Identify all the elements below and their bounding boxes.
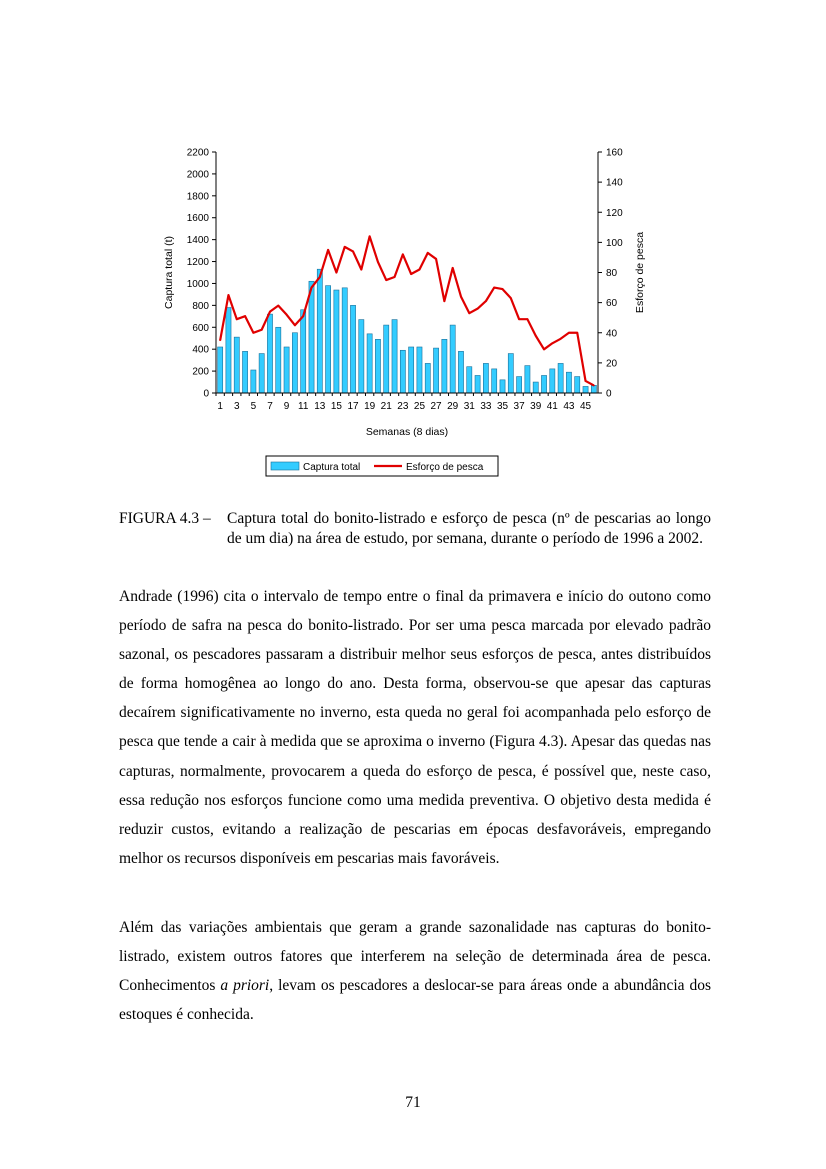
- left-tick-label-1800: 1800: [186, 191, 209, 203]
- esforco-point-3: [236, 318, 238, 320]
- esforco-point-7: [269, 311, 271, 313]
- esforco-point-4: [244, 315, 246, 317]
- figure-caption-text: Captura total do bonito-listrado e esforço de pesca (nº de pescarias ao longo de um dia) na área de estudo, por semana, durante o período de 1996 a 2002.: [227, 510, 711, 547]
- bar-captura-1: [218, 347, 223, 393]
- bar-captura-27: [433, 348, 438, 393]
- esforco-point-17: [352, 251, 354, 253]
- right-tick-label-120: 120: [606, 207, 623, 219]
- right-tick-label-100: 100: [606, 237, 623, 249]
- bar-captura-13: [317, 269, 322, 393]
- x-tick-label-25: 25: [413, 401, 426, 412]
- bar-captura-34: [492, 369, 497, 393]
- right-tick-label-60: 60: [606, 298, 618, 310]
- esforco-point-9: [286, 314, 288, 316]
- esforco-point-21: [385, 279, 387, 281]
- bar-captura-24: [409, 347, 414, 393]
- bar-captura-25: [417, 347, 422, 393]
- bar-captura-2: [226, 308, 231, 393]
- right-tick-label-140: 140: [606, 177, 623, 189]
- right-tick-label-160: 160: [606, 147, 623, 159]
- body-paragraph-1: Andrade (1996) cita o intervalo de tempo entre o final da primavera e início do outono como período de safra na pesca do bonito-listrado. Por ser uma pesca marcada por elevado padrão sazonal, os pescadores passaram a distribuir melhor seus esforços de pesca, antes distribuídos de forma homogênea ao longo do ano. Desta forma, observou-se que apesar das capturas decaírem significativamente no inverno, esta queda no geral foi acompanhada pelo esforço de pesca que tende a cair à medida que se aproxima o inverno (Figura 4.3). Apesar das quedas nas capturas, normalmente, provocarem a queda do esforço de pesca, é possível que, neste caso, essa redução nos esforços funcione como uma medida preventiva. O objetivo desta medida é reduzir custos, evitando a realização de pescarias em épocas desfavoráveis, empregando melhor os recursos disponíveis em pescarias mais favoráveis.: [119, 588, 711, 867]
- right-tick-label-80: 80: [606, 268, 618, 279]
- esforco-point-22: [394, 276, 396, 278]
- esforco-point-28: [443, 300, 445, 302]
- esforco-point-33: [485, 300, 487, 302]
- bar-captura-36: [508, 354, 513, 393]
- paragraph-2-text-after: , levam os pescadores a deslocar-se para áreas onde a abundância dos estoques é conhecida.: [119, 977, 711, 1024]
- bar-captura-41: [550, 369, 555, 393]
- x-tick-label-21: 21: [380, 401, 392, 412]
- y-axis-title: Captura total (t): [163, 236, 175, 309]
- x-tick-label-23: 23: [397, 401, 409, 412]
- bar-captura-11: [301, 310, 306, 393]
- esforco-point-29: [452, 267, 454, 269]
- esforco-point-37: [518, 318, 520, 320]
- x-tick-label-41: 41: [546, 401, 558, 412]
- bar-captura-45: [583, 386, 588, 393]
- bar-captura-29: [450, 325, 455, 393]
- x-tick-label-13: 13: [314, 401, 326, 412]
- esforco-point-20: [377, 261, 379, 263]
- bar-captura-6: [259, 354, 264, 393]
- esforco-point-43: [568, 332, 570, 334]
- bar-captura-17: [350, 305, 355, 393]
- bar-captura-9: [284, 347, 289, 393]
- esforco-point-1: [219, 339, 221, 341]
- x-tick-label-29: 29: [447, 401, 459, 412]
- figure-caption: [119, 509, 711, 549]
- esforco-point-46: [593, 385, 595, 387]
- esforco-point-18: [360, 269, 362, 271]
- esforco-point-10: [294, 324, 296, 326]
- bar-captura-10: [292, 333, 297, 393]
- x-tick-label-31: 31: [463, 401, 475, 412]
- bar-captura-37: [517, 377, 522, 393]
- esforco-point-36: [510, 297, 512, 299]
- left-tick-label-1200: 1200: [186, 257, 209, 269]
- bar-captura-42: [558, 363, 563, 393]
- left-tick-label-1600: 1600: [186, 213, 209, 225]
- bar-captura-14: [326, 286, 331, 393]
- paragraph-2-italic-term: a priori: [220, 977, 270, 995]
- left-tick-label-2000: 2000: [186, 169, 209, 181]
- bar-captura-31: [467, 367, 472, 393]
- bar-captura-7: [267, 314, 272, 393]
- x-tick-label-11: 11: [298, 401, 309, 412]
- bar-captura-12: [309, 281, 314, 393]
- bar-captura-3: [234, 337, 239, 393]
- x-tick-label-33: 33: [480, 401, 492, 412]
- bar-captura-40: [541, 375, 546, 393]
- esforco-point-24: [410, 273, 412, 275]
- bar-captura-28: [442, 339, 447, 393]
- left-tick-label-0: 0: [203, 388, 209, 400]
- bar-captura-32: [475, 375, 480, 393]
- bar-captura-20: [375, 339, 380, 393]
- bar-captura-8: [276, 327, 281, 393]
- esforco-point-26: [427, 252, 429, 254]
- esforco-point-35: [502, 288, 504, 290]
- bar-captura-23: [400, 350, 405, 393]
- esforco-point-23: [402, 254, 404, 256]
- figure-caption-label: FIGURA 4.3 –: [119, 510, 211, 527]
- x-tick-label-43: 43: [563, 401, 575, 412]
- esforco-point-42: [560, 338, 562, 340]
- bar-captura-35: [500, 380, 505, 393]
- esforco-point-30: [460, 296, 462, 298]
- bar-captura-5: [251, 370, 256, 393]
- esforco-point-19: [369, 235, 371, 237]
- left-tick-label-200: 200: [192, 366, 209, 378]
- esforco-point-40: [543, 348, 545, 350]
- esforco-point-31: [468, 312, 470, 314]
- esforco-point-14: [327, 249, 329, 251]
- right-tick-label-20: 20: [606, 358, 618, 370]
- bar-captura-19: [367, 334, 372, 393]
- x-tick-label-37: 37: [513, 401, 525, 412]
- legend-label-captura: Captura total: [303, 462, 361, 473]
- esforco-point-15: [336, 272, 338, 274]
- bar-captura-22: [392, 320, 397, 393]
- x-tick-label-17: 17: [347, 401, 359, 412]
- esforco-point-39: [535, 335, 537, 337]
- x-tick-label-39: 39: [530, 401, 542, 412]
- esforco-point-2: [228, 294, 230, 296]
- esforco-point-6: [261, 329, 263, 331]
- right-tick-label-0: 0: [606, 388, 612, 400]
- bar-captura-26: [425, 363, 430, 393]
- legend-swatch-captura: [271, 462, 299, 470]
- esforco-point-12: [311, 287, 313, 289]
- legend-label-esforco: Esforço de pesca: [406, 462, 484, 473]
- esforco-point-25: [419, 269, 421, 271]
- bar-captura-4: [242, 351, 247, 393]
- bar-captura-33: [483, 363, 488, 393]
- paragraph-2-text-before: Além das variações ambientais que geram a grande sazonalidade nas capturas do bonito-listrado, existem outros fatores que interferem na seleção de determinada área de pesca. Conhecimentos: [119, 919, 711, 995]
- x-tick-label-45: 45: [579, 401, 592, 412]
- bar-captura-30: [458, 351, 463, 393]
- left-tick-label-2200: 2200: [186, 147, 209, 159]
- x-tick-label-5: 5: [250, 401, 257, 412]
- body-paragraph-2: [119, 913, 711, 1029]
- right-tick-label-40: 40: [606, 328, 618, 340]
- bar-captura-44: [575, 377, 580, 393]
- bar-captura-16: [342, 288, 347, 393]
- esforco-point-32: [477, 308, 479, 310]
- x-axis-title: Semanas (8 dias): [365, 426, 449, 438]
- figure-chart-area: [150, 140, 680, 488]
- x-tick-label-1: 1: [217, 401, 223, 412]
- esforco-point-41: [551, 342, 553, 344]
- esforco-point-11: [302, 315, 304, 317]
- bar-captura-15: [334, 290, 339, 393]
- left-tick-label-800: 800: [192, 300, 209, 312]
- bar-captura-39: [533, 382, 538, 393]
- x-tick-label-3: 3: [233, 401, 240, 412]
- x-tick-label-27: 27: [430, 401, 442, 412]
- x-tick-label-19: 19: [364, 401, 376, 412]
- bar-captura-43: [566, 372, 571, 393]
- esforco-point-5: [252, 332, 254, 334]
- left-tick-label-400: 400: [192, 344, 209, 356]
- left-tick-label-600: 600: [192, 322, 209, 334]
- esforco-point-44: [576, 332, 578, 334]
- page-number: 71: [405, 1094, 421, 1111]
- x-tick-label-15: 15: [330, 401, 342, 412]
- esforco-point-38: [527, 318, 529, 320]
- bar-captura-46: [591, 385, 596, 393]
- bar-captura-18: [359, 320, 364, 393]
- esforco-point-45: [585, 380, 587, 382]
- x-tick-label-9: 9: [283, 401, 290, 412]
- x-tick-label-7: 7: [267, 401, 273, 412]
- left-tick-label-1400: 1400: [186, 235, 209, 247]
- bar-captura-21: [384, 325, 389, 393]
- esforco-point-34: [493, 287, 495, 289]
- left-tick-label-1000: 1000: [186, 278, 209, 290]
- esforco-point-27: [435, 258, 437, 260]
- chart: [150, 140, 680, 488]
- y2-axis-title: Esforço de pesca: [634, 231, 646, 314]
- esforco-point-8: [277, 305, 279, 307]
- bar-captura-38: [525, 366, 530, 393]
- x-tick-label-35: 35: [496, 401, 509, 412]
- esforco-point-13: [319, 276, 321, 278]
- esforco-point-16: [344, 246, 346, 248]
